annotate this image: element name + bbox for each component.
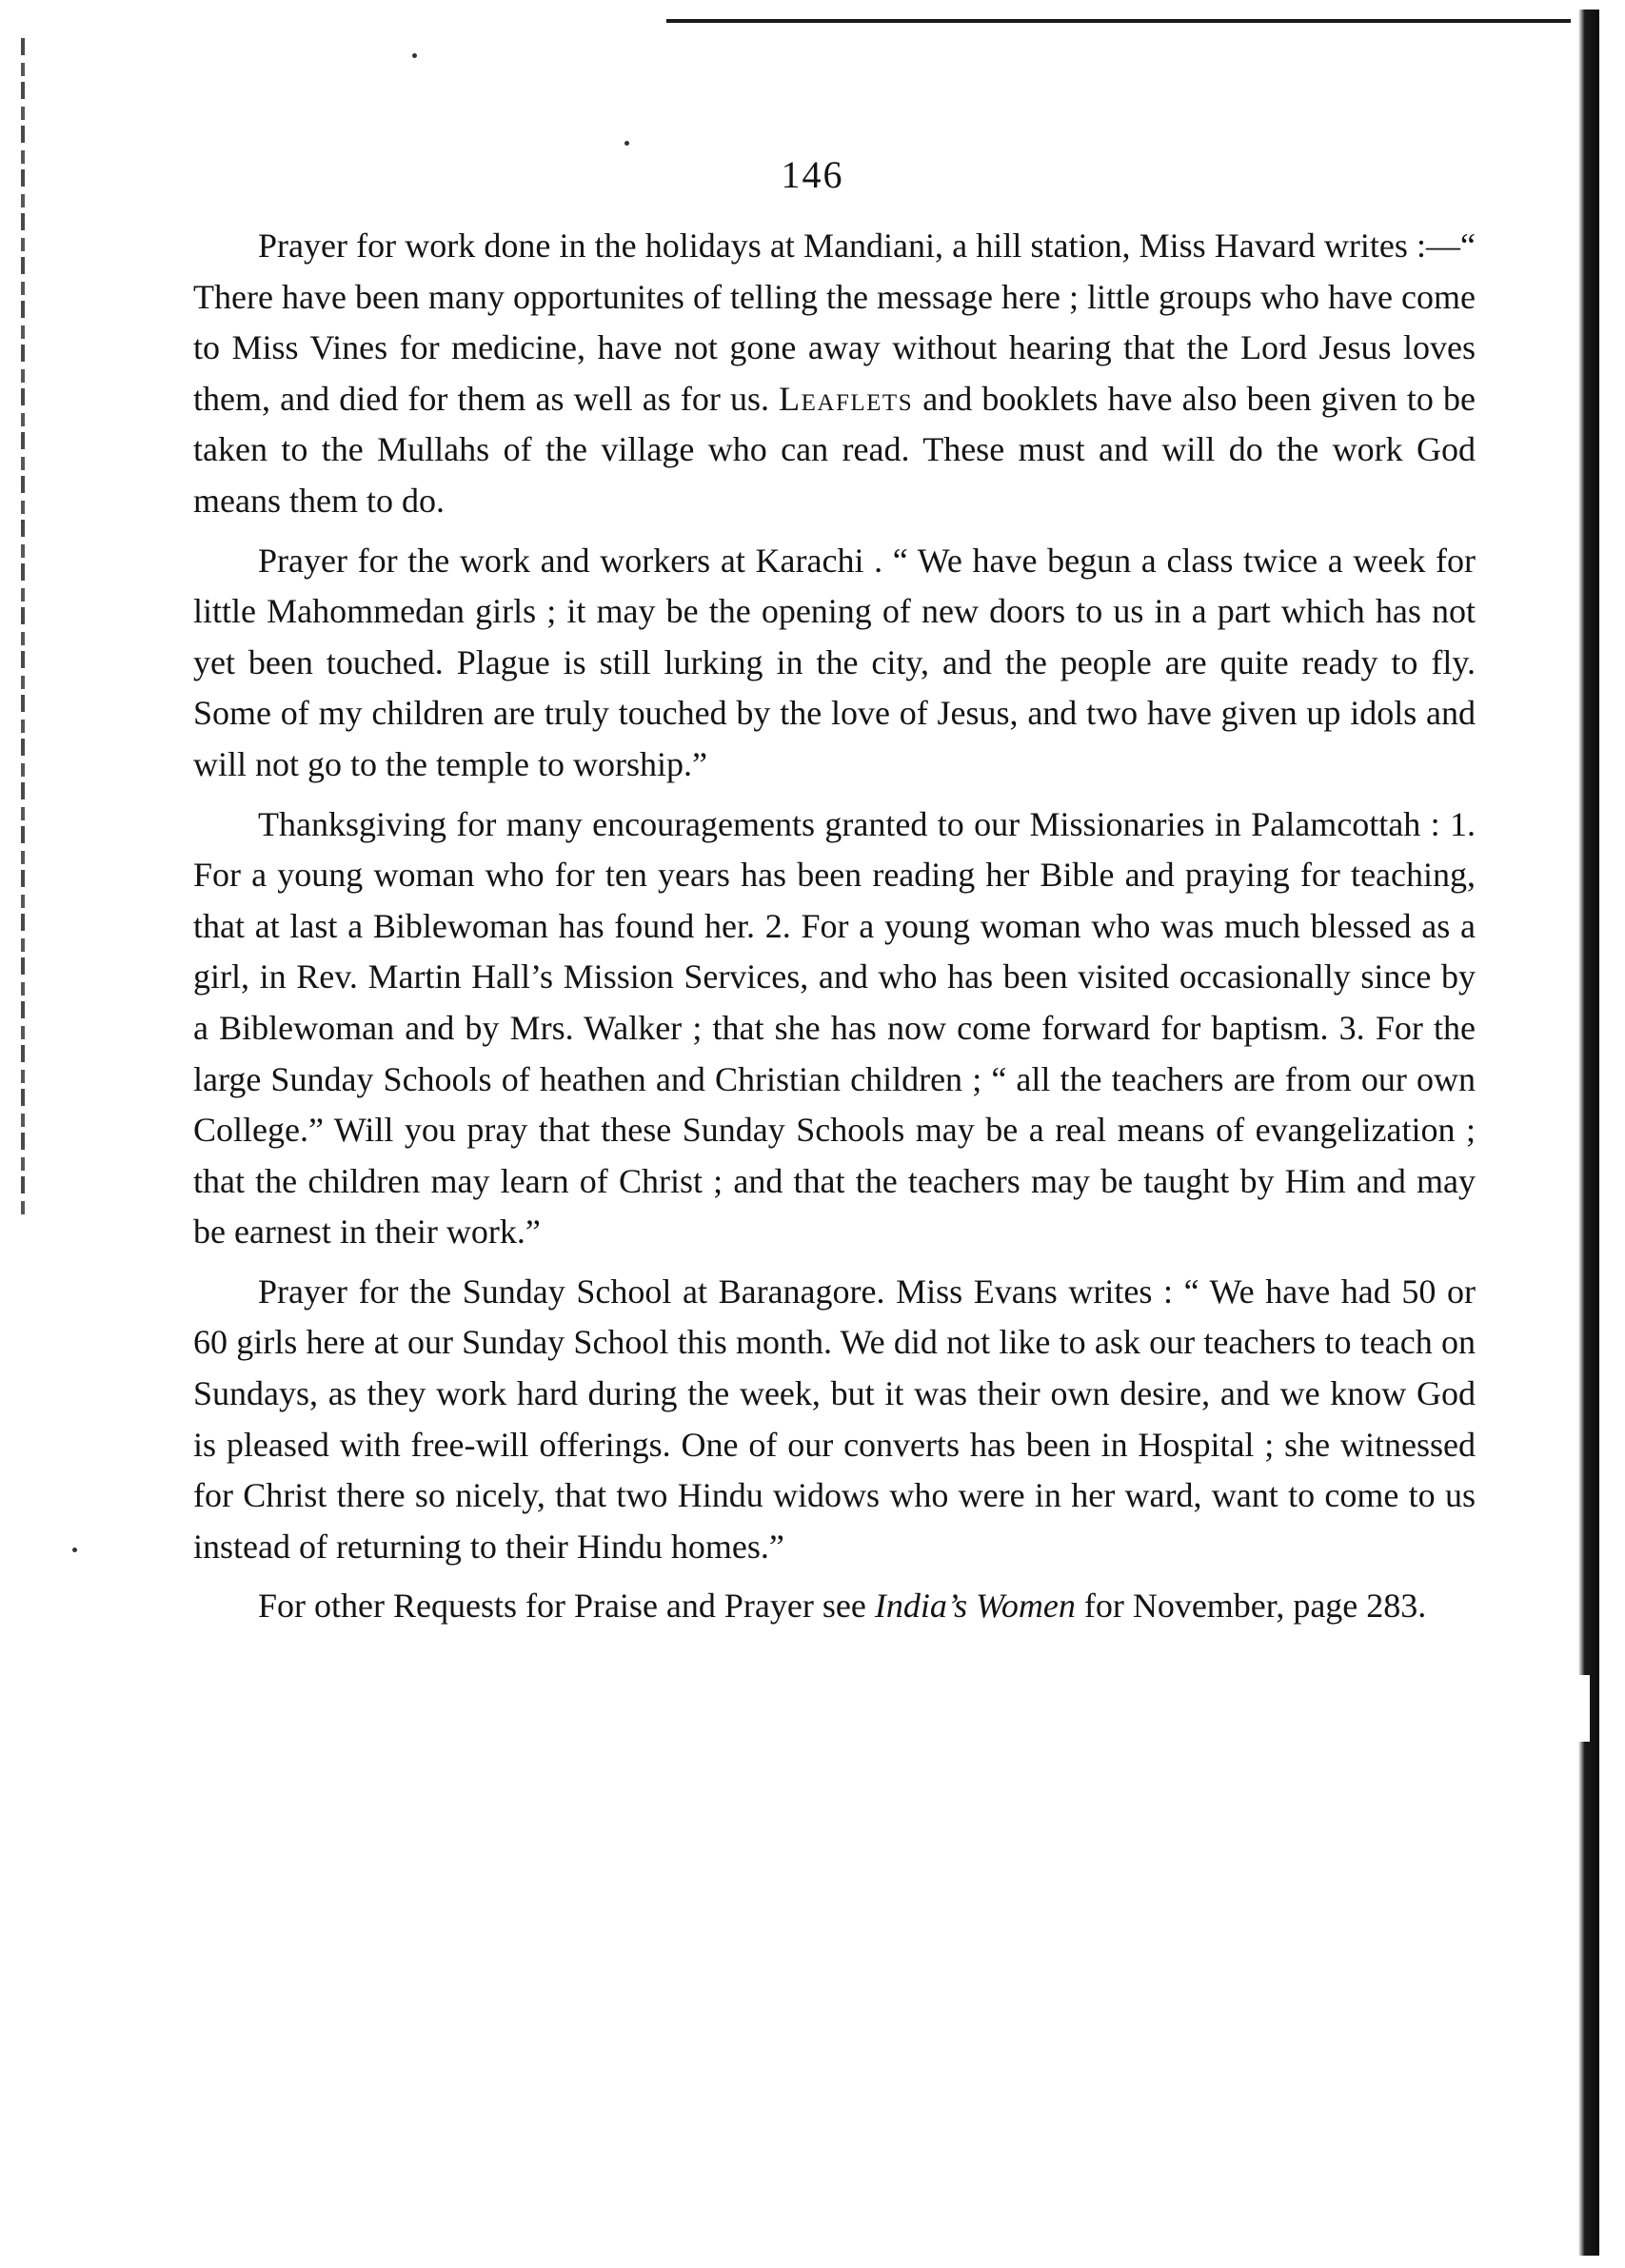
leaflets-small-caps: Leaflets bbox=[779, 379, 914, 418]
paragraph-text: Prayer for work done in the holidays at Mandiani, a hill station, Miss Havard writes :—“ There have been many opportunites of telling the message here ; little groups who have come to Miss Vines for medicine, have not gone away without hearing that the Lord Jesus loves them, and died for them as well as for us. bbox=[193, 227, 1476, 418]
paragraph-other-requests bbox=[193, 1581, 1476, 1632]
scan-speck bbox=[412, 53, 417, 58]
paragraph-mandiani bbox=[193, 221, 1476, 527]
page-number: 146 bbox=[781, 153, 844, 196]
paragraph-palamcottah: Thanksgiving for many encouragements granted to our Missionaries in Palamcottah : 1. For a young woman who for ten years has been reading her Bible and praying for teaching, that at last a Biblewoman has found her. 2. For a young woman who was much blessed as a girl, in Rev. Martin Hall’s Mission Services, and who has been visited occasionally since by a Biblewoman and by Mrs. Walker ; that she has now come forward for baptism. 3. For the large Sunday Schools of heathen and Christian children ; “ all the teachers are from our own College.” Will you pray that these Sunday Schools may be a real means of evangelization ; that the children may learn of Christ ; and that the teachers may be taught by Him and may be earnest in their work.” bbox=[193, 804, 1476, 1252]
publication-title: India’s Women bbox=[874, 1587, 1076, 1626]
paragraph-baranagore: Prayer for the Sunday School at Baranagore. Miss Evans writes : “ We have had 50 or 60 girls here at our Sunday School this month. We did not like to ask our teachers to teach on Sundays, as they work hard during the week, but it was their own desire, and we know God is pleased with free-will offerings. One of our converts has been in Hospital ; she witnessed for Christ there so nicely, that two Hindu widows who were in her ward, want to come to us instead of returning to their Hindu homes.” bbox=[193, 1272, 1476, 1566]
paragraph-text: and booklets have also been given to be taken to the Mullahs of the village who can read. These must and will do the work God means them to do. bbox=[193, 379, 1476, 520]
paragraph-karachi: Prayer for the work and workers at Karachi . “ We have begun a class twice a week for little Mahommedan girls ; it may be the opening of new doors to us in a part which has not yet been touched. Plague is still lurking in the city, and the people are quite ready to fly. Some of my children are truly touched by the love of Jesus, and two have given up idols and will not go to the temple to worship.” bbox=[193, 541, 1476, 783]
scan-speck bbox=[624, 141, 629, 146]
scan-left-edge-marks bbox=[21, 38, 25, 1218]
paragraph-text: for November, page 283. bbox=[1075, 1587, 1427, 1626]
scan-right-page-edge bbox=[1578, 10, 1599, 2256]
paragraph-text: For other Requests for Praise and Prayer see bbox=[258, 1587, 875, 1626]
scan-speck bbox=[72, 1548, 77, 1552]
scan-top-edge-line bbox=[666, 19, 1571, 23]
page-body bbox=[193, 221, 1476, 1641]
scan-right-edge-notch bbox=[1561, 1675, 1590, 1742]
